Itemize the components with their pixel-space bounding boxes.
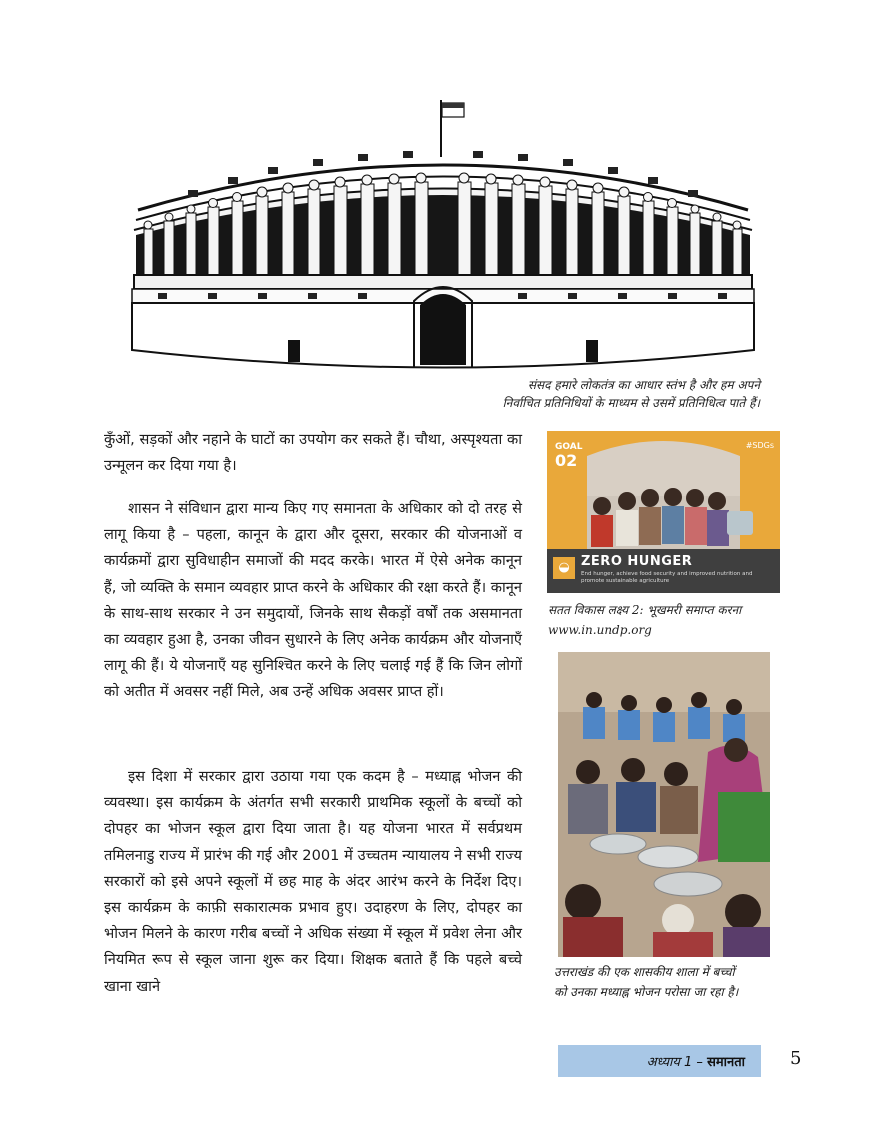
goal-tag bbox=[555, 441, 583, 470]
chapter-title: समानता bbox=[707, 1055, 745, 1070]
parliament-illustration bbox=[128, 95, 758, 380]
poster-title: ZERO HUNGER bbox=[581, 554, 693, 569]
paragraph-text: कुँओं, सड़कों और नहाने के घाटों का उपयोग कर सकते हैं। चौथा, अस्पृश्यता का उन्मूलन कर दिया गया है। bbox=[104, 431, 522, 475]
chapter-prefix: अध्याय 1 – bbox=[646, 1055, 703, 1070]
poster-caption-line-1: सतत विकास लक्ष्य 2: भूखमरी समाप्त करना bbox=[548, 603, 742, 617]
body-paragraph-3 bbox=[104, 764, 522, 1000]
meal-photo-caption bbox=[554, 962, 784, 1002]
poster-caption-url: www.in.undp.org bbox=[548, 623, 652, 637]
body-paragraph-2 bbox=[104, 496, 522, 706]
meal-caption-line-2: को उनका मध्याह्न भोजन परोसा जा रहा है। bbox=[554, 985, 739, 999]
parliament-caption-line-2: निर्वाचित प्रतिनिधियों के माध्यम से उसमें प्रतिनिधित्व पाते हैं। bbox=[502, 396, 760, 410]
poster-title-band bbox=[547, 549, 780, 593]
bowl-icon: ◒ bbox=[553, 557, 575, 579]
poster-caption bbox=[548, 600, 788, 640]
paragraph-text: इस दिशा में सरकार द्वारा उठाया गया एक कदम है – मध्याह्न भोजन की व्यवस्था। इस कार्यक्रम के अंतर्गत सभी सरकारी प्राथमिक स्कूलों के बच्चों को दोपहर का भोजन स्कूल द्वारा दिया जाता है। यह योजना भारत में सर्वप्रथम तमिलनाडु राज्य में प्रारंभ की गई और 2001 में उच्चतम न्यायालय ने सभी राज्य सरकारों को इसे अपने स्कूलों में छह माह के अंदर आरंभ करने के निर्देश दिए। इस कार्यक्रम के काफ़ी सकारात्मक प्रभाव हुए। उदाहरण के लिए, दोपहर का भोजन मिलने के कारण गरीब बच्चों ने अधिक संख्या में स्कूल में प्रवेश लेना और नियमित रूप से स्कूल जाना शुरू कर दिया। शिक्षक बताते हैं कि पहले बच्चे खाना खाने bbox=[104, 768, 522, 995]
poster-subtitle: End hunger, achieve food security and improved nutrition and promote sustainable agriculture bbox=[581, 571, 753, 584]
midday-meal-photo bbox=[558, 652, 770, 957]
paragraph-text: शासन ने संविधान द्वारा मान्य किए गए समानता के अधिकार को दो तरह से लागू किया है – पहला, कानून के द्वारा और दूसरा, सरकार की योजनाओं व कार्यक्रमों द्वारा सुविधाहीन समाजों की मदद करके। भारत में ऐसे अनेक कानून हैं, जो व्यक्ति के समान व्यवहार प्राप्त करने के अधिकार की रक्षा करते हैं। कानून के साथ-साथ सरकार ने उन समुदायों, जिनके साथ सैकड़ों वर्षों तक असमानता का व्यवहार हुआ है, उनका जीवन सुधारने के लिए अनेक कार्यक्रम और योजनाएँ लागू की हैं। ये योजनाएँ यह सुनिश्चित करने के लिए चलाई गई हैं कि जिन लोगों को अतीत में अवसर नहीं मिले, अब उन्हें अधिक अवसर प्राप्त हों। bbox=[104, 500, 522, 701]
goal-word: GOAL bbox=[555, 442, 583, 452]
page-number: 5 bbox=[790, 1048, 802, 1069]
sdg-hashtag: #SDGs bbox=[745, 441, 774, 450]
parliament-caption bbox=[420, 376, 760, 412]
goal-number: 02 bbox=[555, 451, 578, 470]
body-paragraph-1 bbox=[104, 427, 522, 479]
parliament-caption-line-1: संसद हमारे लोकतंत्र का आधार स्तंभ है और हम अपने bbox=[527, 378, 760, 392]
zero-hunger-poster bbox=[547, 431, 780, 593]
chapter-footer-band bbox=[558, 1045, 761, 1077]
meal-caption-line-1: उत्तराखंड की एक शासकीय शाला में बच्चों bbox=[554, 965, 735, 979]
chapter-label bbox=[647, 1052, 745, 1070]
